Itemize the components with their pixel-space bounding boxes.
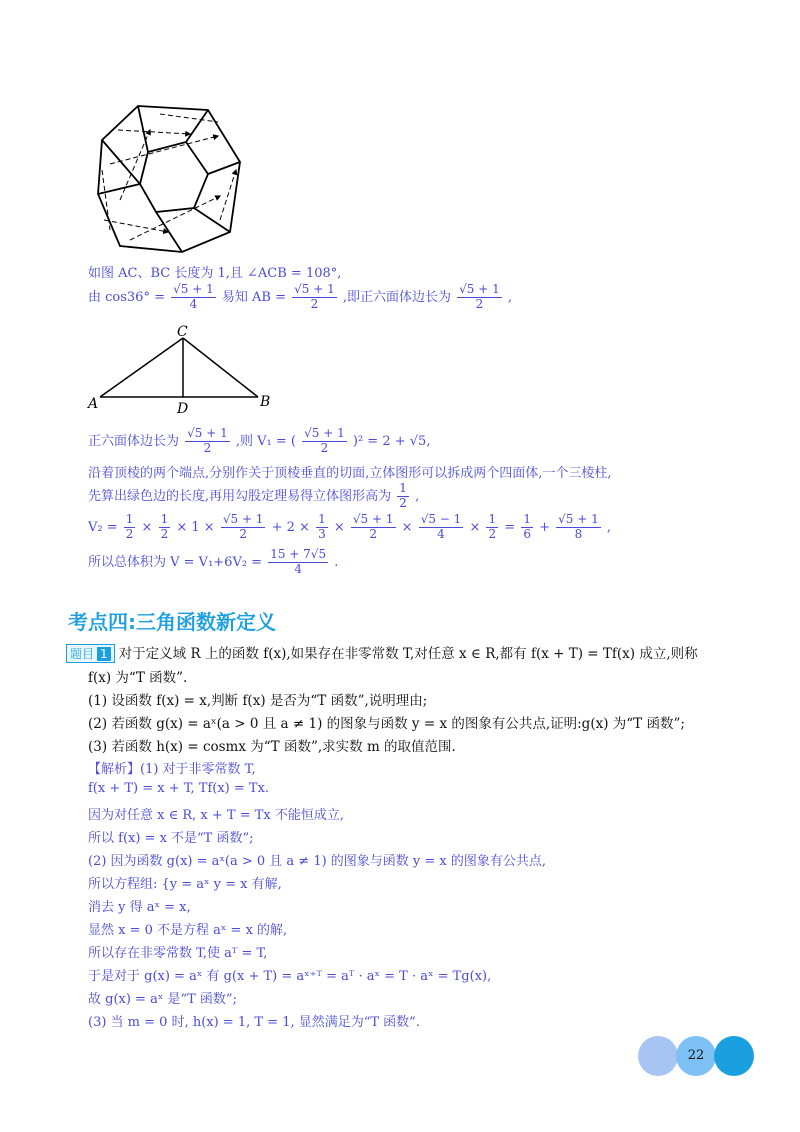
fraction bbox=[292, 283, 337, 312]
frac-den: 3 bbox=[318, 526, 326, 541]
frac-den: 6 bbox=[523, 526, 531, 541]
fraction bbox=[457, 283, 502, 312]
solution-line-6 bbox=[88, 513, 611, 542]
label-D: D bbox=[177, 401, 189, 416]
fraction bbox=[268, 548, 328, 577]
frac-den: 2 bbox=[310, 296, 319, 311]
fraction bbox=[185, 427, 230, 456]
fraction bbox=[159, 513, 171, 542]
frac-den: 2 bbox=[475, 296, 484, 311]
label-A: A bbox=[88, 396, 99, 412]
frac-num: √5 + 1 bbox=[294, 282, 335, 296]
frac-num: √5 − 1 bbox=[420, 512, 462, 526]
solution-line-3 bbox=[88, 427, 430, 456]
solution-line-2 bbox=[88, 283, 512, 312]
frac-den: 2 bbox=[369, 526, 378, 541]
question-3: (3) 若函数 h(x) = cosmx 为“T 函数”,求实数 m 的取值范围. bbox=[88, 739, 456, 755]
text-seg: . bbox=[334, 554, 339, 570]
problem-tag bbox=[66, 644, 115, 663]
frac-den: 2 bbox=[160, 526, 169, 541]
label-B: B bbox=[260, 394, 271, 410]
analysis-line: (2) 因为函数 g(x) = aˣ(a > 0 且 a ≠ 1) 的图象与函数 y = x 的图象有公共点, bbox=[88, 854, 547, 869]
fraction bbox=[351, 513, 396, 542]
frac-num: √5 + 1 bbox=[459, 282, 500, 296]
fraction bbox=[316, 513, 328, 542]
section-title: 考点四:三角函数新定义 bbox=[68, 610, 276, 634]
problem-statement-1 bbox=[66, 642, 698, 663]
text-seg: V₂ = bbox=[88, 519, 118, 535]
analysis-line: 因为对任意 x ∈ R, x + T = Tx 不能恒成立, bbox=[88, 808, 344, 823]
frac-num: √5 + 1 bbox=[187, 426, 228, 440]
text-seg: 由 cos36° = bbox=[88, 289, 165, 305]
tag-number: 1 bbox=[97, 647, 111, 661]
question-2: (2) 若函数 g(x) = aˣ(a > 0 且 a ≠ 1) 的图象与函数 y = x 的图象有公共点,证明:g(x) 为“T 函数”; bbox=[88, 716, 685, 732]
text-seg: = bbox=[504, 519, 516, 535]
fraction bbox=[124, 513, 136, 542]
frac-den: 2 bbox=[125, 526, 134, 541]
analysis-line: 消去 y 得 aˣ = x, bbox=[88, 900, 191, 915]
frac-den: 8 bbox=[574, 526, 583, 541]
analysis-line: 【解析】(1) 对于非零常数 T, bbox=[88, 762, 256, 777]
frac-num: √5 + 1 bbox=[558, 512, 599, 526]
triangle-figure bbox=[86, 322, 276, 416]
text-seg: , bbox=[415, 488, 420, 504]
text-seg: 先算出绿色边的长度,再用勾股定理易得立体图形高为 bbox=[88, 488, 392, 504]
frac-den: 2 bbox=[239, 526, 247, 541]
fraction bbox=[397, 482, 409, 511]
label-C: C bbox=[177, 324, 188, 340]
frac-num: 1 bbox=[318, 512, 326, 526]
text-seg: ,即正六面体边长为 bbox=[342, 289, 452, 305]
text-seg: )² = 2 + √5, bbox=[352, 433, 431, 449]
text-seg: ,则 V₁ = ( bbox=[235, 433, 296, 449]
solution-line-1: 如图 AC、BC 长度为 1,且 ∠ACB = 108°, bbox=[88, 266, 342, 281]
frac-num: 1 bbox=[125, 512, 134, 526]
analysis-line: 于是对于 g(x) = aˣ 有 g(x + T) = aˣ⁺ᵀ = aᵀ · aˣ = T · aˣ = Tg(x), bbox=[88, 969, 492, 984]
page-circle-left bbox=[638, 1036, 678, 1076]
text-seg: 易知 AB = bbox=[221, 289, 286, 305]
tag-label: 题目 bbox=[70, 647, 95, 661]
analysis-line: f(x + T) = x + T, Tf(x) = Tx. bbox=[88, 781, 270, 796]
text-seg: × 1 × bbox=[176, 519, 215, 535]
frac-den: 4 bbox=[437, 526, 445, 541]
frac-num: √5 + 1 bbox=[173, 282, 214, 296]
text-seg: 对于定义域 R 上的函数 f(x),如果存在非零常数 T,对任意 x ∈ R,都有 f(x + T) = Tf(x) 成立,则称 bbox=[118, 646, 698, 662]
text-seg: × bbox=[141, 519, 153, 535]
solution-line-4: 沿着顶棱的两个端点,分别作关于顶棱垂直的切面,立体图形可以拆成两个四面体,一个三棱柱, bbox=[88, 466, 612, 481]
page-number: 22 bbox=[687, 1048, 705, 1063]
text-seg: × bbox=[333, 519, 345, 535]
frac-den: 4 bbox=[294, 561, 302, 576]
analysis-line: 显然 x = 0 不是方程 aˣ = x 的解, bbox=[88, 923, 288, 938]
text-seg: × bbox=[401, 519, 413, 535]
text-seg: + bbox=[539, 519, 550, 535]
text-seg: + 2 × bbox=[271, 519, 310, 535]
fraction bbox=[521, 513, 533, 542]
frac-num: 1 bbox=[523, 512, 531, 526]
fraction bbox=[486, 513, 498, 542]
frac-num: √5 + 1 bbox=[352, 512, 394, 526]
text-seg: , bbox=[606, 519, 612, 535]
frac-num: 1 bbox=[399, 481, 407, 495]
dodecahedron-figure bbox=[90, 100, 260, 260]
analysis-line: 故 g(x) = aˣ 是“T 函数”; bbox=[88, 992, 237, 1007]
page-circle-right bbox=[714, 1036, 754, 1076]
fraction bbox=[419, 513, 464, 542]
frac-num: 15 + 7√5 bbox=[270, 547, 327, 561]
text-seg: , bbox=[507, 289, 513, 305]
frac-den: 2 bbox=[320, 440, 329, 455]
text-seg: 所以总体积为 V = V₁+6V₂ = bbox=[88, 554, 263, 570]
analysis-line: (3) 当 m = 0 时, h(x) = 1, T = 1, 显然满足为“T 函数”. bbox=[88, 1015, 420, 1030]
fraction bbox=[556, 513, 601, 542]
solution-line-5 bbox=[88, 482, 419, 511]
analysis-line: 所以 f(x) = x 不是“T 函数”; bbox=[88, 831, 254, 846]
frac-den: 4 bbox=[189, 296, 198, 311]
analysis-line: 所以方程组: {y = aˣ y = x 有解, bbox=[88, 877, 282, 892]
fraction bbox=[221, 513, 266, 542]
fraction bbox=[171, 283, 216, 312]
analysis-line: 所以存在非零常数 T,使 aᵀ = T, bbox=[88, 946, 268, 961]
frac-num: 1 bbox=[488, 512, 497, 526]
frac-num: √5 + 1 bbox=[222, 512, 264, 526]
text-seg: × bbox=[469, 519, 481, 535]
frac-num: 1 bbox=[160, 512, 169, 526]
solution-line-7 bbox=[88, 548, 338, 577]
question-1: (1) 设函数 f(x) = x,判断 f(x) 是否为“T 函数”,说明理由; bbox=[88, 693, 428, 709]
fraction bbox=[302, 427, 347, 456]
frac-den: 2 bbox=[203, 440, 212, 455]
frac-den: 2 bbox=[488, 526, 497, 541]
frac-den: 2 bbox=[399, 495, 407, 510]
text-seg: 正六面体边长为 bbox=[88, 433, 180, 449]
frac-num: √5 + 1 bbox=[304, 426, 345, 440]
problem-statement-2: f(x) 为“T 函数”. bbox=[88, 670, 188, 686]
